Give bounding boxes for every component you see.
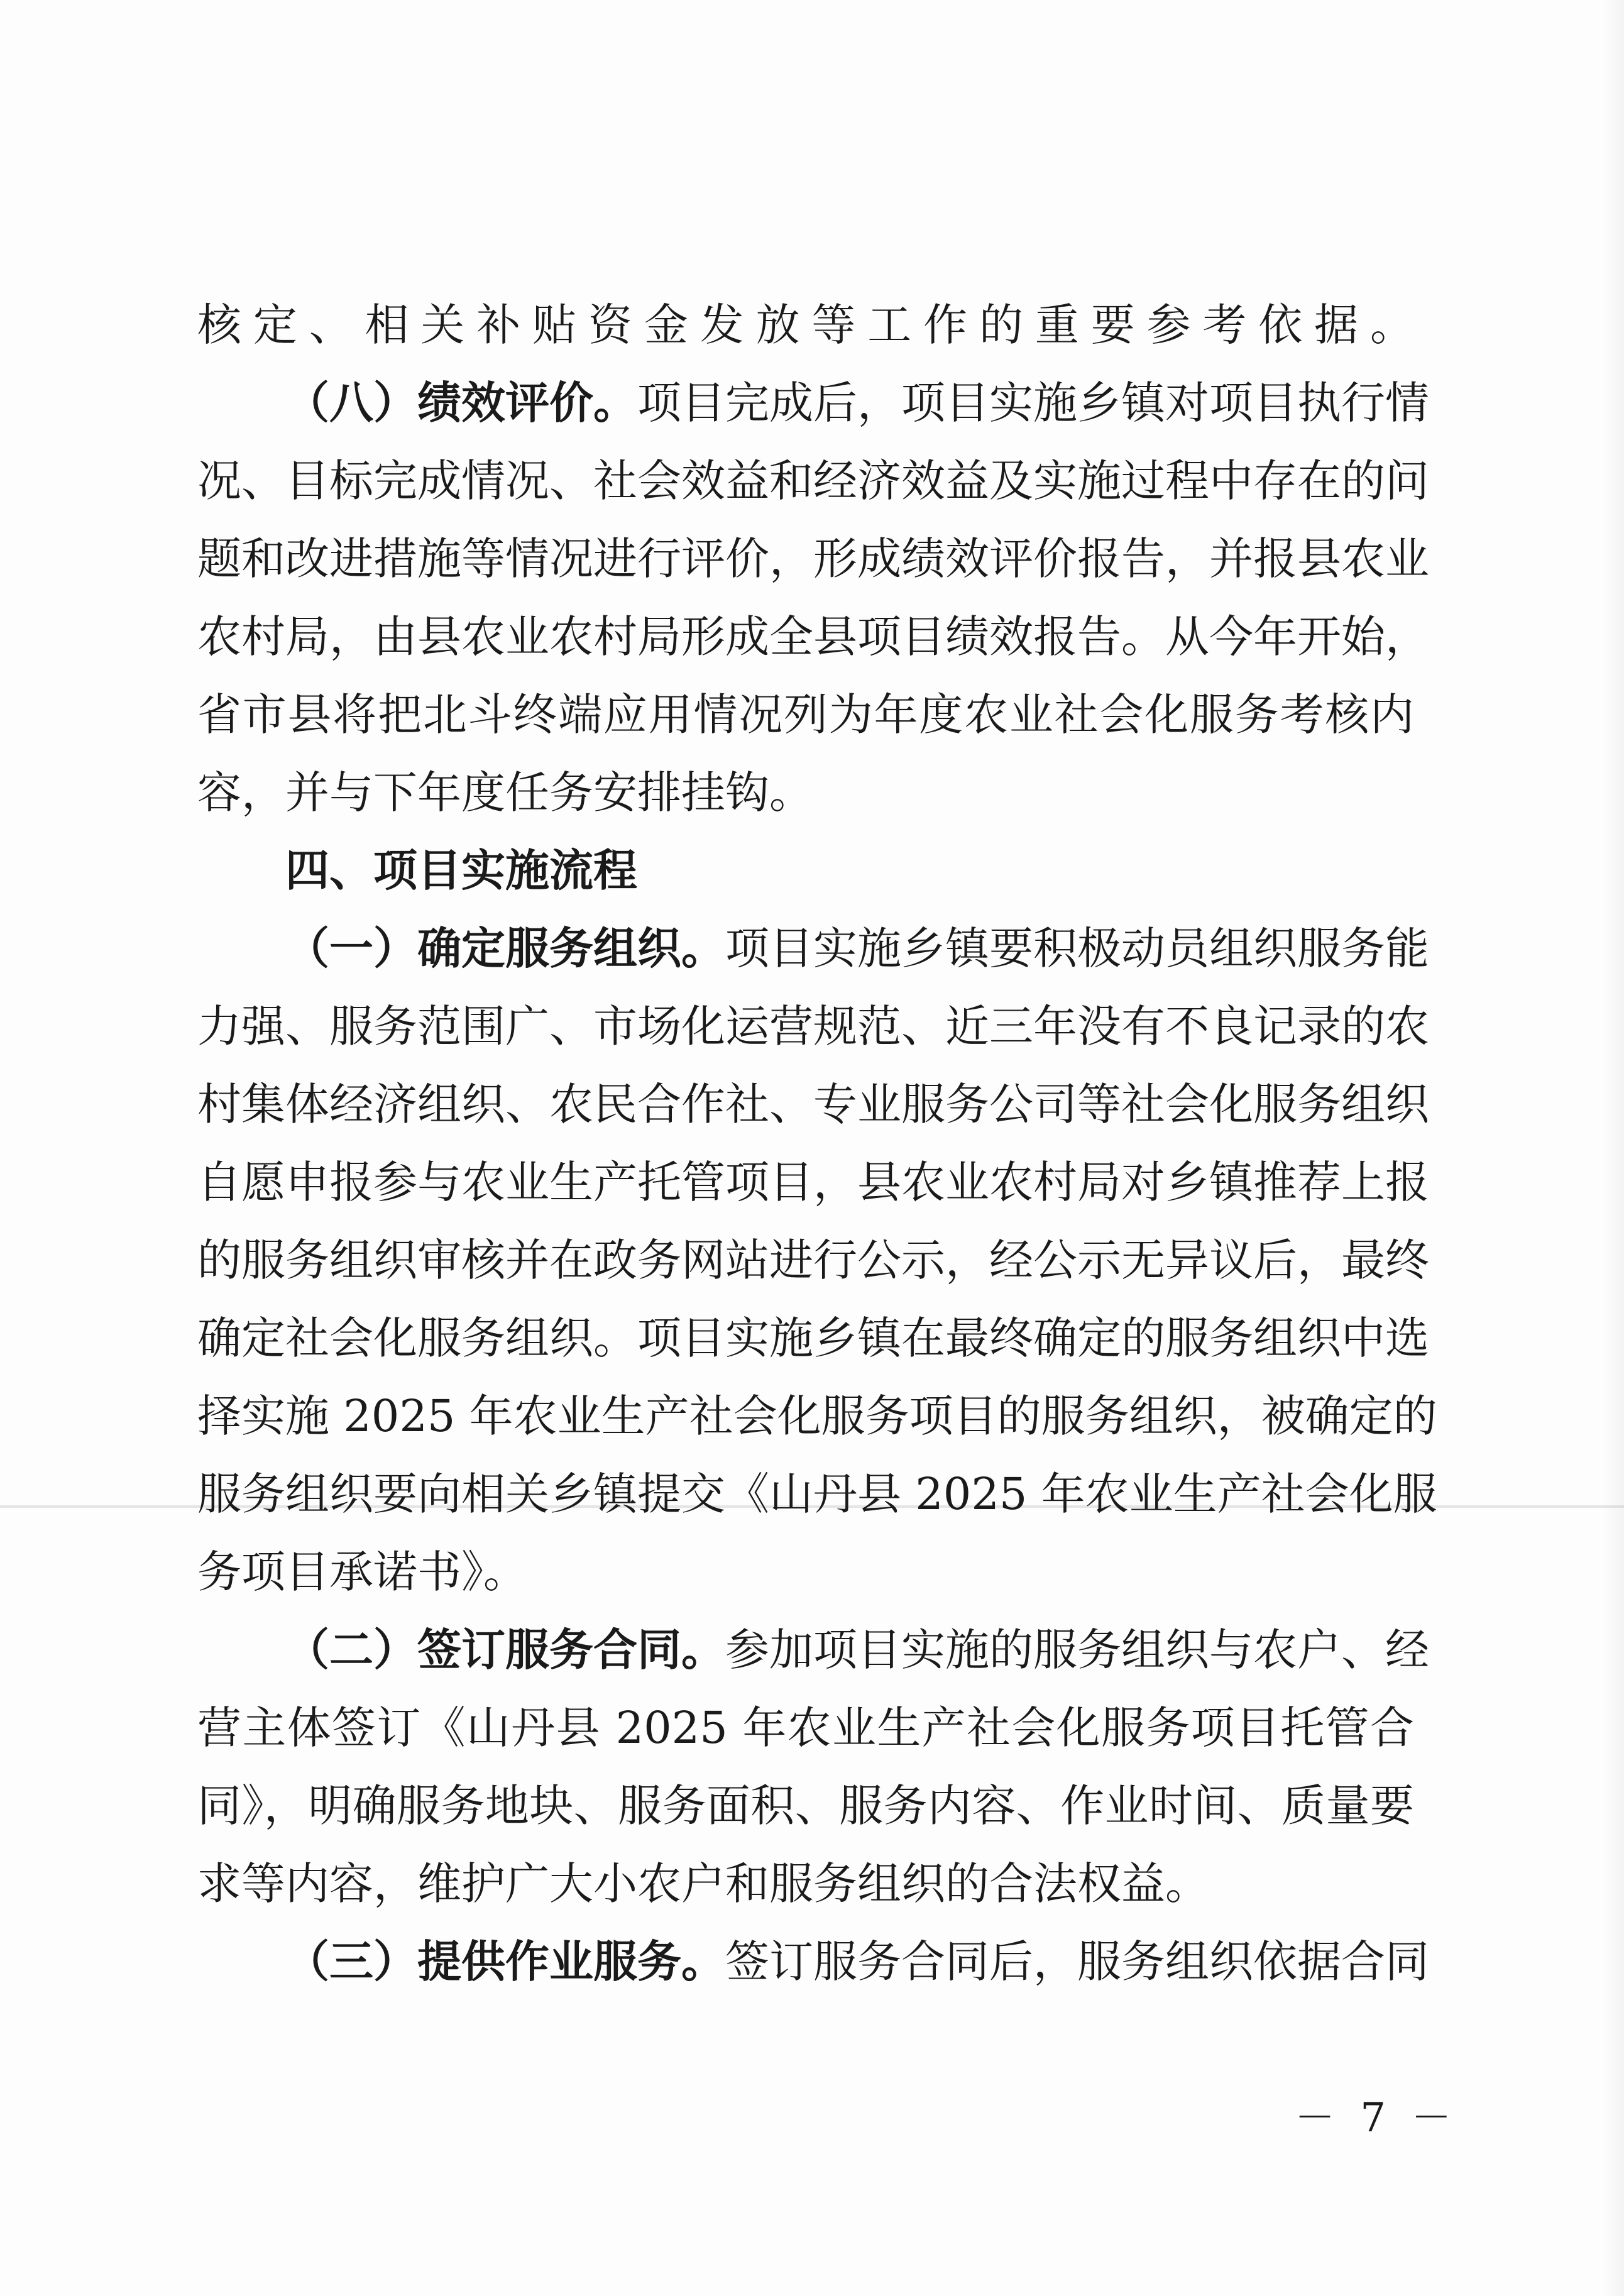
line-text: 力强、服务范围广、市场化运营规范、近三年没有不良记录的农 <box>197 1001 1429 1052</box>
paragraph-line-14 <box>197 1299 1429 1377</box>
line-text: 确定社会化服务组织。项目实施乡镇在最终确定的服务组织中选 <box>197 1312 1429 1364</box>
paragraph-line-19 <box>197 1689 1414 1767</box>
line-text: 项目完成后，项目实施乡镇对项目执行情 <box>637 377 1429 429</box>
line-text: 况、目标完成情况、社会效益和经济效益及实施过程中存在的问 <box>197 455 1429 507</box>
paragraph-line-13 <box>197 1221 1429 1299</box>
paragraph-line-9 <box>197 909 1429 987</box>
paragraph-line-2 <box>197 364 1429 442</box>
line-text: 参加项目实施的服务组织与农户、经 <box>725 1624 1429 1676</box>
line-text: 签订服务合同后，服务组织依据合同 <box>725 1936 1429 1987</box>
page-number: － 7 － <box>1295 2095 1458 2141</box>
heading-text: 四、项目实施流程 <box>285 845 637 896</box>
line-text: 营主体签订《山丹县 2025 年农业生产社会化服务项目托管合 <box>197 1702 1414 1754</box>
paragraph-line-10 <box>197 987 1429 1065</box>
paragraph-line-11 <box>197 1065 1429 1143</box>
paragraph-line-17 <box>197 1533 1414 1611</box>
line-text: 容，并与下年度任务安排挂钩。 <box>197 767 813 818</box>
line-text: 同》，明确服务地块、服务面积、服务内容、作业时间、质量要 <box>197 1780 1414 1832</box>
line-text: 农村局，由县农业农村局形成全县项目绩效报告。从今年开始， <box>197 611 1429 662</box>
line-text: 择实施 2025 年农业生产社会化服务项目的服务组织，被确定的 <box>197 1390 1437 1442</box>
line-text: 服务组织要向相关乡镇提交《山丹县 2025 年农业生产社会化服 <box>197 1468 1437 1520</box>
paragraph-line-20 <box>197 1767 1414 1845</box>
line-text: 务项目承诺书》。 <box>197 1546 527 1598</box>
line-text: 自愿申报参与农业生产托管项目，县农业农村局对乡镇推荐上报 <box>197 1156 1429 1208</box>
line-text: 核定、相关补贴资金发放等工作的重要参考依据。 <box>197 299 1414 351</box>
paragraph-line-3 <box>197 442 1429 520</box>
section-8-heading: （八）绩效评价。 <box>285 377 637 429</box>
paragraph-line-15 <box>197 1377 1437 1455</box>
paragraph-line-6 <box>197 676 1414 754</box>
line-text: 题和改进措施等情况进行评价，形成绩效评价报告，并报县农业 <box>197 533 1429 585</box>
line-text: 项目实施乡镇要积极动员组织服务能 <box>725 923 1429 974</box>
paragraph-line-7 <box>197 754 1414 832</box>
paragraph-line-5 <box>197 598 1429 676</box>
line-text: 省市县将把北斗终端应用情况列为年度农业社会化服务考核内 <box>197 689 1414 740</box>
paragraph-line-22 <box>197 1923 1429 2001</box>
section-4-heading <box>197 832 1414 909</box>
paragraph-line-12 <box>197 1143 1429 1221</box>
paragraph-line-1 <box>197 286 1414 364</box>
paragraph-line-4 <box>197 520 1429 598</box>
subsection-1-heading: （一）确定服务组织。 <box>285 923 725 974</box>
line-text: 的服务组织审核并在政务网站进行公示，经公示无异议后，最终 <box>197 1234 1429 1286</box>
paragraph-line-16 <box>197 1455 1437 1533</box>
page-edge-shadow <box>1603 0 1624 2296</box>
document-body <box>197 286 1437 2001</box>
paragraph-line-21 <box>197 1845 1414 1923</box>
line-text: 村集体经济组织、农民合作社、专业服务公司等社会化服务组织 <box>197 1079 1429 1130</box>
subsection-2-heading: （二）签订服务合同。 <box>285 1624 725 1676</box>
subsection-3-heading: （三）提供作业服务。 <box>285 1936 725 1987</box>
paragraph-line-18 <box>197 1611 1429 1689</box>
line-text: 求等内容，维护广大小农户和服务组织的合法权益。 <box>197 1858 1209 1909</box>
